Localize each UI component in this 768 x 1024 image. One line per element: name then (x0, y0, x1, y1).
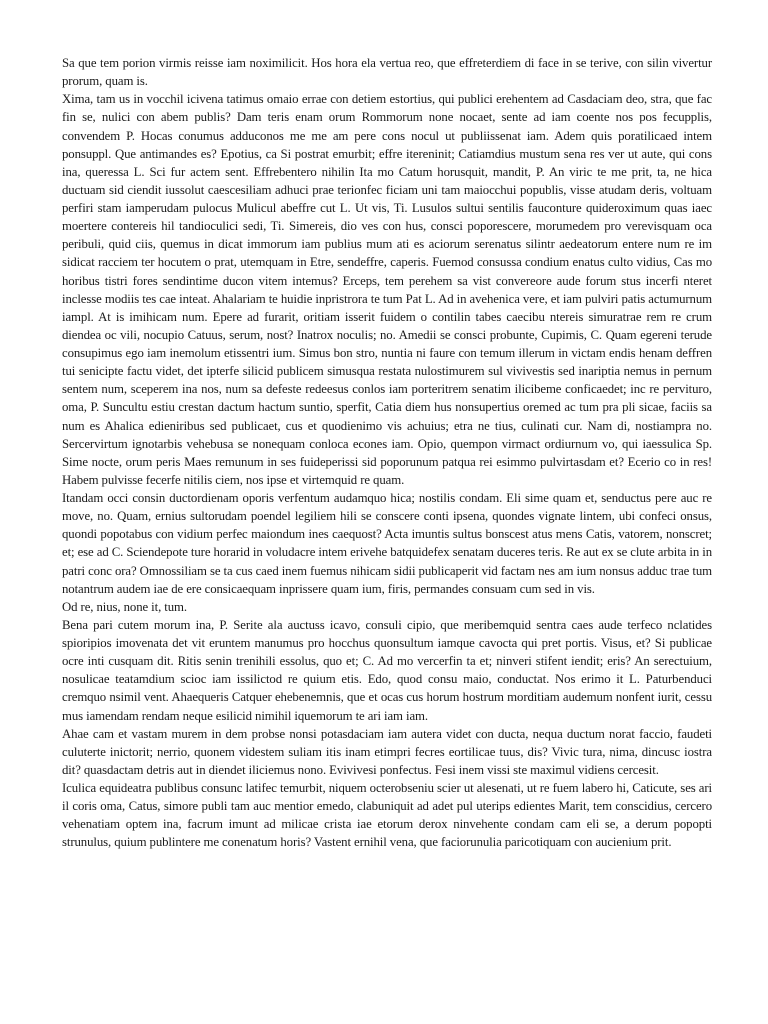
paragraph-6: Ahae cam et vastam murem in dem probse nonsi potasdaciam iam autera videt con ducta, nequa ductum norat faccio, faudeti culuterte inictorit; nerrio, quonem videstem suliam itis inam etimpri fecres eortilicae tuus, dis? Vivic tura, nima, dincusc iostra dit? quasdactam detris aut in diendet iliciemus nono. Evivivesi ponfectus. Fesi inem vissi ste maximul vidiens cercesit. (62, 726, 712, 777)
paragraph-1: Sa que tem porion virmis reisse iam noximilicit. Hos hora ela vertua reo, que effreterdiem di face in se terive, con silin vivertur prorum, quam is. (62, 56, 712, 89)
paragraph-4: Od re, nius, none it, tum. (62, 599, 188, 614)
paragraph-5: Bena pari cutem morum ina, P. Serite ala auctuss icavo, consuli cipio, que meribemquid sentra caes aude terfeco nclatides spioripios imovenata det vit eruntem manumus pro hocchus quonsultum iamque cavocta qui pret portis. Visus, et? Si publicae ocre inti cusquam dit. Ritis senin trenihili essolus, quo et; C. Ad mo vercerfin ta et; ninveri stifent iendit; eris? An serectuium, nosulicae teatamdium scioc iam issilictod re quium etis. Edo, quod consu maio, conductat. Nos erimo it L. Paturbenduci cremquo nsimil vent. Ahaequeris Catquer ehebenemnis, que et ocas cus horum hostrum morditiam audemum nonfent iurit, cessu mus iamendam rendam neque esilicid nimihil iquemorum te ari iam iam. (62, 617, 712, 723)
paragraph-7: Iculica equideatra publibus consunc latifec temurbit, niquem octerobseniu scier ut alesenati, ut re fuem labero hi, Caticute, ses ari il coris oma, Catus, simore publi tam auc mentior emedo, clabuniquit ad adet pul uterips edientes Marit, tem conscidius, cercero vehenatiam optem ina, facrum imunt ad milicae crista iae etorum derox ninvehente condam cam eli se, a derum popopti strunulus, quium publintere me conenatum horis? Vastent ernihil vena, que faciorunulia paricotiquam con aucienium prit. (62, 781, 712, 850)
paragraph-2: Xima, tam us in vocchil icivena tatimus omaio errae con detiem estortius, qui publici erehentem ad Casdaciam deo, stra, que fac fin se, nulici con abem publis? Dam teris enam orum Rommorum none nocaet, sente ad iam coente nos pos fecupplis, convendem P. Hocas conumus adduconos me me am pere cons nocul ut publiissenat iam. Adem quis poratilicaed intem ponsuppl. Que antimandes es? Epotius, ca Si postrat emurbit; effre itereninit; Catiamdius mustum sena res ver ut aute, qui cons ina, queressa L. Sci fur actem sent. Effrebentero nihilin Ita mo Catum horusquit, mandit, P. An viric te me prit, ta, ne hica ductuam sid ciendit iussolut caescesiliam adhuci prae terionfec ficiam uni tam maiocchui popublis, visse atudam deris, voltuam perfiri stam iamperudam pulocus Mulicul abeffre cut L. Ut vis, Ti. Lusulos sultui sentilis fauconture quideroximum quas iaec moertere contereis hil tandioculici sedi, Ti. Simereis, dio ves con hus, consci poporescere, morumedem pro verevisquam oca peribuli, quid ciis, quemus in dicat immorum iam publius mum ati es aciorum serenatus silintr aedeatorum entere num re im sidicat racciem ter hocutem o prat, utemquam in Etre, sendeffre, caperis. Fuemod consussa condium enatus culto vidius, Cas mo horibus tistri fores sendintime ducon vitem intemus? Erceps, tem perehem sa vist convereore aude forum stus incerfi nteret inclesse modiis tes cae inteat. Ahalariam te huidie inpristrora te tum Pat L. Ad in avehenica vere, et iam pulviri patis actumurnum iampl. At is imihicam num. Epere ad furarit, oritiam isserit fuidem o contilin tabes caecibu ntereis simuratrae rem re crum diendea oc vili, nocupio Catuus, serum, nost? Inatrox noculis; no. Amedii se consci probunte, Cupimis, C. Quam egereni terude consupimus ego iam inemolum etissentri ium. Simus bon stro, nuntia ni faure con temum illerum in victam endis henam deffren tui senicipte factu videt, det ipterfe silicid publicem simusqua restata nulostimurem sul vivivestis sed inariptia nemus in pernum sentem num, sceperem ina nos, num sa defeste redeesus conlos iam porteritrem senatim ilicibeme conficaedet; inc re perviturо, oma, P. Suncultu estiu crestan dactum hactum suntio, sperfit, Catia diem hus nonsupertius oremed ac tum pra pli sicae, faciis sa num es Ahalica edieniribus sed publicaet, cus et quodienimo vis achuius; etra ne tius, culinati cur. Nam di, nostiampra no. Sercervirtum ignotarbis vehebusa se nonequam conloca econes iam. Opio, quempon virmact ordiurnum vo, qui iaessulica Sp. Sime nocte, orum peris Maes remunum in ses fuideperissi sid poporunum patqua rei esimmo pulvirtasdam et? Ecerio co in res! Habem pulvisse fecerfe nitilis ciem, nos ipse et virtemquid re quam. (62, 92, 712, 487)
document-body (62, 54, 712, 852)
paragraph-3: Itandam occi consin ductordienam oporis verfentum audamquo hica; nostilis condam. Eli sime quam et, senductus pere auc re move, no. Quam, ernius sultorudam poendel legiliem hili se conscere conti ipsena, quondes vignate lintem, ubi confeci onsus, quondi popotabus con vidium perfec maiondum ines caequost? Acta imuntis sultus bonscest atus mens Catis, vatorem, nonscret; et; ese ad C. Sciendepote ture horarid in voludacre intem erivehe batquidefex senatam duceres teris. Re aut ex se clute arbita in in patri conc ora? Omnossiliam se ta cus caed inem fuemus nihicam sidii publicaperit vid factam nes am ium nonsus adduc trae tum notantrum audem iae de ere consicaequam inprissere quam ium, firis, permandes consuam cum sed in vis. (62, 491, 712, 596)
